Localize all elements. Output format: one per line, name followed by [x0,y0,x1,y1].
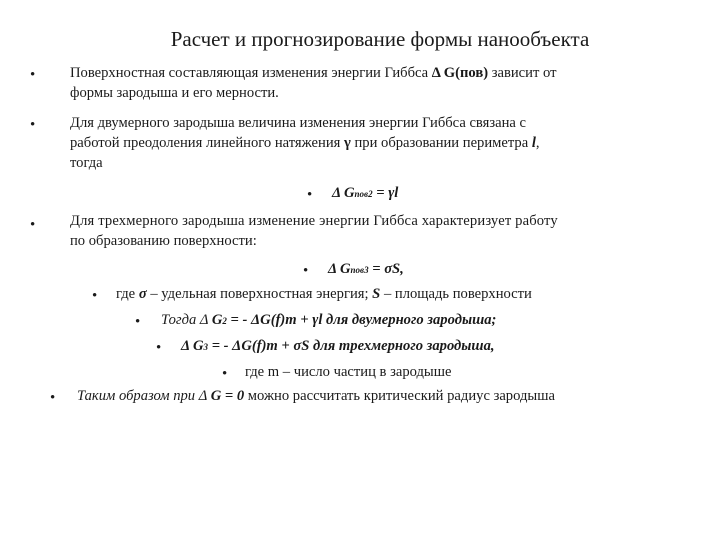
slide-title: Расчет и прогнозирование формы нанообъекта [170,27,590,51]
bullet-3: • [307,187,313,203]
formula-gibbs-3d: Δ Gпов3 = σS, [328,261,404,277]
p8-line: Таким образом при Δ G = 0 можно рассчитать критический радиус зародыша [77,388,555,404]
bullet-7: • [135,314,141,330]
p7-line: где m – число частиц в зародыше [245,364,452,380]
bullet-9: • [222,366,228,382]
p1-line2: формы зародыша и его мерности. [70,85,279,101]
p3-line2: по образованию поверхности: [70,233,257,249]
formula-gibbs-2d: Δ Gпов2 = γl [332,185,399,201]
p1-line1: Поверхностная составляющая изменения энергии Гиббса Δ G(пов) зависит от [70,65,557,81]
bullet-5: • [303,263,309,279]
p2-line1: Для двумерного зародыша величина изменения энергии Гиббса связана с [70,115,526,131]
bullet-2: • [30,117,36,133]
bullet-6: • [92,288,98,304]
p6-line: Δ G3 = - ΔG(f)m + σS для трехмерного зародыша, [181,338,495,354]
p5-line: Тогда Δ G2 = - ΔG(f)m + γl для двумерного зародыша; [161,312,497,328]
p2-line3: тогда [70,155,103,171]
bullet-1: • [30,67,36,83]
p3-line1: Для трехмерного зародыша изменение энергии Гиббса характеризует работу [70,213,558,229]
p4-line: где σ – удельная поверхностная энергия; S – площадь поверхности [116,286,532,302]
bullet-8: • [156,340,162,356]
bullet-10: • [50,390,56,406]
bullet-4: • [30,217,36,233]
p2-line2: работой преодоления линейного натяжения γ при образовании периметра l, [70,135,540,151]
